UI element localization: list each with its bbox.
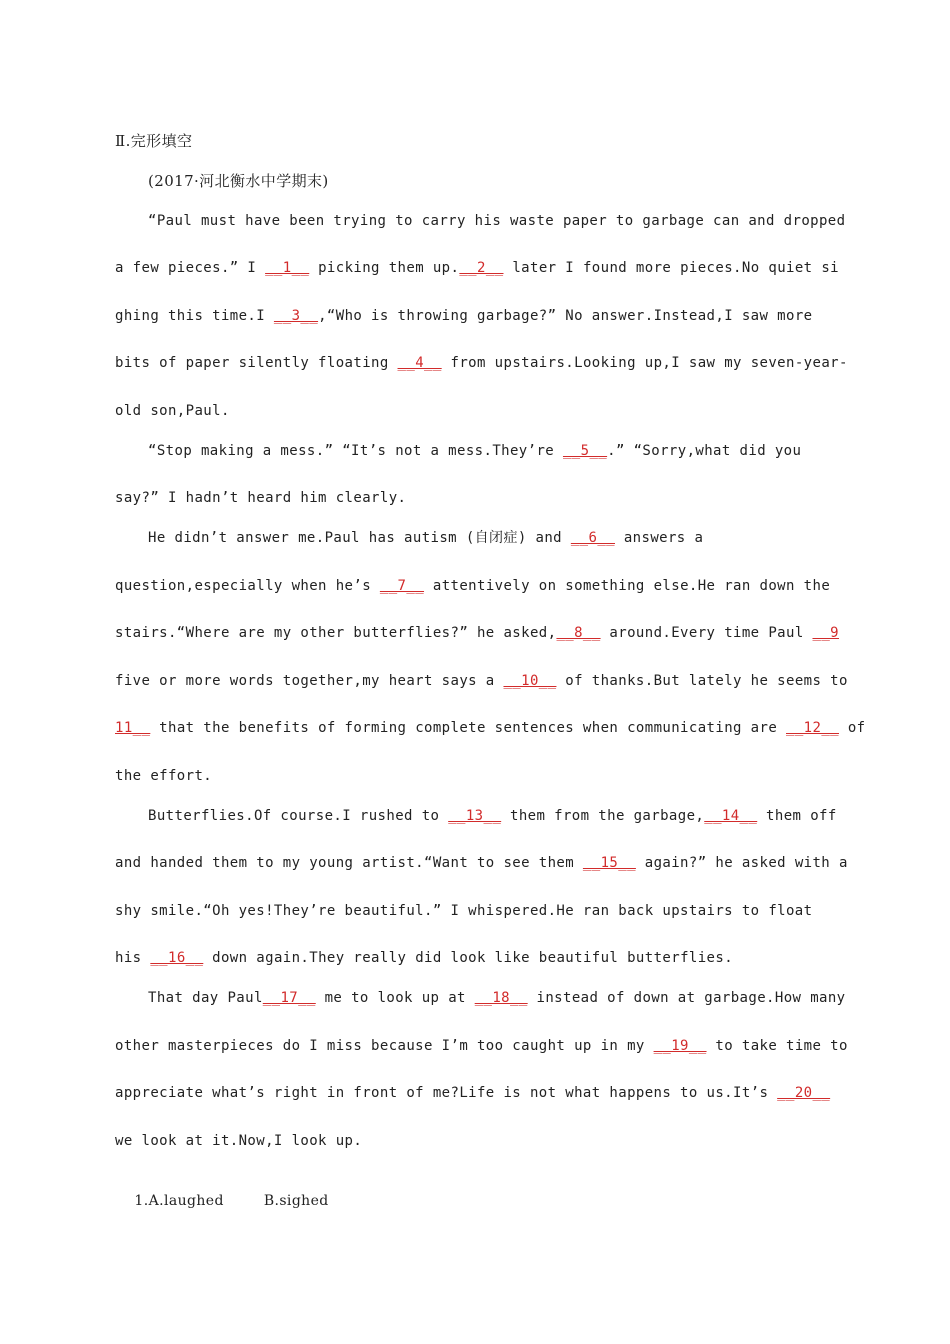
answer-blank[interactable]: __2__ bbox=[459, 260, 504, 276]
answer-blank[interactable]: __13__ bbox=[448, 808, 502, 824]
passage-text: a few pieces.” I bbox=[115, 260, 266, 276]
passage-text: and handed them to my young artist.“Want to see them bbox=[115, 855, 583, 871]
option-a[interactable]: A.laughed bbox=[148, 1193, 224, 1209]
passage-line bbox=[115, 306, 813, 326]
passage-line bbox=[115, 948, 733, 968]
answer-blank[interactable]: __20__ bbox=[777, 1085, 831, 1101]
answer-blank[interactable]: __16__ bbox=[150, 950, 204, 966]
passage-text: old son,Paul. bbox=[115, 403, 230, 419]
section-heading: Ⅱ.完形填空 bbox=[115, 132, 193, 150]
question-1 bbox=[115, 1171, 329, 1231]
passage-line bbox=[115, 488, 406, 508]
answer-blank[interactable]: __1__ bbox=[265, 260, 310, 276]
passage-text: answers a bbox=[615, 530, 704, 546]
passage-text: we look at it.Now,I look up. bbox=[115, 1133, 363, 1149]
passage-line bbox=[115, 258, 839, 278]
passage-text: say?” I hadn’t heard him clearly. bbox=[115, 490, 407, 506]
passage-line bbox=[115, 623, 839, 643]
passage-text: from upstairs.Looking up,I saw my seven-year- bbox=[441, 355, 848, 371]
passage-text: five or more words together,my heart says a bbox=[115, 673, 504, 689]
passage-text: his bbox=[115, 950, 151, 966]
passage-text: That day Paul bbox=[148, 990, 263, 1006]
passage-line bbox=[115, 718, 865, 738]
passage-text: other masterpieces do I miss because I’m too caught up in my bbox=[115, 1038, 654, 1054]
answer-blank[interactable]: __6__ bbox=[570, 530, 615, 546]
passage-line bbox=[115, 353, 848, 373]
passage-text: later I found more pieces.No quiet si bbox=[503, 260, 839, 276]
passage-text: question,especially when he’s bbox=[115, 578, 380, 594]
passage-text: the effort. bbox=[115, 768, 213, 784]
passage-text: “Paul must have been trying to carry his waste paper to garbage can and dropped bbox=[148, 213, 846, 229]
passage-text: them from the garbage, bbox=[501, 808, 705, 824]
answer-blank[interactable]: 11__ bbox=[115, 720, 151, 736]
answer-blank[interactable]: __7__ bbox=[379, 578, 425, 594]
passage-line bbox=[115, 671, 848, 691]
answer-blank[interactable]: __3__ bbox=[273, 308, 319, 324]
passage-text: appreciate what’s right in front of me?Life is not what happens to us.It’s bbox=[115, 1085, 778, 1101]
passage-text: .” “Sorry,what did you bbox=[607, 443, 802, 459]
passage-line bbox=[115, 766, 212, 786]
passage-line bbox=[115, 901, 812, 921]
passage-text: attentively on something else.He ran down the bbox=[424, 578, 831, 594]
answer-blank[interactable]: __14__ bbox=[704, 808, 758, 824]
source-note: (2017·河北衡水中学期末) bbox=[148, 172, 329, 190]
passage-text: them off bbox=[757, 808, 837, 824]
passage-text: of thanks.But lately he seems to bbox=[556, 673, 848, 689]
answer-blank[interactable]: __17__ bbox=[262, 990, 316, 1006]
passage-line bbox=[148, 988, 846, 1008]
answer-blank[interactable]: __8__ bbox=[556, 625, 601, 641]
passage-text: ghing this time.I bbox=[115, 308, 274, 324]
passage-text: around.Every time Paul bbox=[600, 625, 813, 641]
passage-line bbox=[148, 441, 801, 461]
passage-text: that the benefits of forming complete sentences when communicating are bbox=[150, 720, 786, 736]
passage-text: down again.They really did look like beautiful butterflies. bbox=[203, 950, 734, 966]
question-number: 1. bbox=[134, 1193, 149, 1209]
passage-text: again?” he asked with a bbox=[635, 855, 848, 871]
passage-text: He didn’t answer me.Paul has autism (自闭症) and bbox=[148, 530, 571, 546]
answer-blank[interactable]: __4__ bbox=[397, 355, 442, 371]
passage-line bbox=[148, 211, 845, 231]
passage-text: bits of paper silently floating bbox=[115, 355, 398, 371]
passage-text: shy smile.“Oh yes!They’re beautiful.” I whispered.He ran back upstairs to float bbox=[115, 903, 813, 919]
answer-blank[interactable]: __9 bbox=[812, 625, 839, 641]
passage-line bbox=[148, 806, 837, 826]
passage-line bbox=[115, 1131, 362, 1151]
passage-line bbox=[115, 853, 848, 873]
passage-line bbox=[115, 1036, 848, 1056]
passage-text: Butterflies.Of course.I rushed to bbox=[148, 808, 449, 824]
passage-line bbox=[115, 576, 830, 596]
passage-text: instead of down at garbage.How many bbox=[527, 990, 846, 1006]
answer-blank[interactable]: __15__ bbox=[582, 855, 636, 871]
passage-text: picking them up. bbox=[309, 260, 460, 276]
passage-text: stairs.“Where are my other butterflies?” he asked, bbox=[115, 625, 557, 641]
answer-blank[interactable]: __19__ bbox=[653, 1038, 707, 1054]
passage-text: “Stop making a mess.” “It’s not a mess.They’re bbox=[148, 443, 563, 459]
answer-blank[interactable]: __18__ bbox=[474, 990, 528, 1006]
answer-blank[interactable]: __12__ bbox=[786, 720, 839, 736]
answer-blank[interactable]: __10__ bbox=[503, 673, 557, 689]
passage-line bbox=[115, 401, 230, 421]
passage-text: me to look up at bbox=[315, 990, 475, 1006]
option-b[interactable]: B.sighed bbox=[263, 1193, 329, 1209]
passage-line bbox=[148, 528, 703, 548]
answer-blank[interactable]: __5__ bbox=[562, 443, 608, 459]
passage-text: of bbox=[838, 720, 866, 736]
passage-text: ,“Who is throwing garbage?” No answer.Instead,I saw more bbox=[318, 308, 813, 324]
passage-line bbox=[115, 1083, 830, 1103]
passage-text: to take time to bbox=[706, 1038, 848, 1054]
